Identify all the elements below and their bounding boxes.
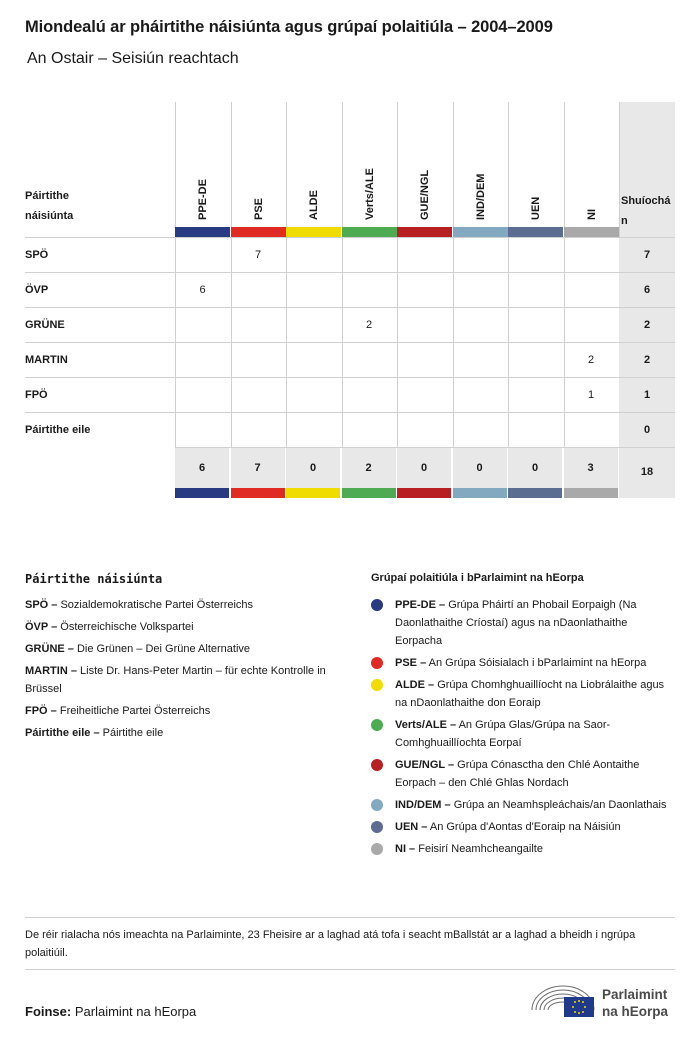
- column-divider: [453, 102, 454, 237]
- row-label: SPÖ: [25, 249, 49, 261]
- hemicycle-icon: [530, 980, 600, 1020]
- table-cell: 7: [254, 249, 262, 261]
- row-header: Páirtithe náisiúnta: [25, 190, 74, 222]
- legend-dot-icon: [371, 657, 383, 669]
- source-line: [25, 1004, 196, 1019]
- column-divider: [508, 308, 509, 343]
- legend-item: [371, 796, 676, 814]
- column-header: GUE/NGL: [419, 169, 431, 220]
- group-color-bar: [453, 488, 507, 498]
- column-divider: [286, 343, 287, 378]
- column-divider: [397, 308, 398, 343]
- legend-item: [25, 618, 335, 636]
- row-total: 0: [619, 413, 675, 448]
- column-divider: [508, 102, 509, 237]
- column-divider: [231, 413, 232, 448]
- group-color-bar: [175, 227, 230, 237]
- legend-item: [371, 756, 676, 792]
- table-row: [25, 412, 675, 448]
- legend-dot-icon: [371, 759, 383, 771]
- column-header: PPE-DE: [197, 179, 209, 220]
- legend-name: Sozialdemokratische Partei Österreichs: [60, 599, 254, 611]
- legend-item: [371, 676, 676, 712]
- legend-dot-icon: [371, 843, 383, 855]
- table-row: [25, 307, 675, 343]
- column-divider: [286, 413, 287, 448]
- table-cell: 2: [587, 354, 595, 366]
- row-total: 6: [619, 273, 675, 308]
- legend-code: Verts/ALE –: [395, 719, 457, 731]
- legend-code: MARTIN –: [25, 665, 77, 677]
- column-divider: [453, 378, 454, 413]
- row-label: GRÜNE: [25, 319, 65, 331]
- legend-code: ÖVP –: [25, 621, 58, 633]
- group-color-bar: [175, 488, 229, 498]
- column-divider: [342, 102, 343, 237]
- column-divider: [508, 238, 509, 273]
- column-divider: [564, 102, 565, 237]
- legend-dot-icon: [371, 799, 383, 811]
- legend-name: Grúpa Cónasctha den Chlé Aontaithe Eorpach – den Chlé Ghlas Nordach: [395, 759, 640, 789]
- column-divider: [342, 238, 343, 273]
- seats-header: Shuíochán: [621, 195, 671, 227]
- legend-item: [371, 716, 676, 752]
- column-header: ALDE: [308, 190, 320, 220]
- legend-code: SPÖ –: [25, 599, 58, 611]
- totals-row: [175, 447, 675, 498]
- legend-item: [371, 818, 676, 836]
- table-row: [25, 342, 675, 378]
- column-divider: [619, 102, 620, 237]
- column-divider: [342, 273, 343, 308]
- table-row: [25, 377, 675, 413]
- column-divider: [453, 343, 454, 378]
- legend-dot-icon: [371, 719, 383, 731]
- group-total: 0: [508, 448, 562, 488]
- group-total: 0: [397, 448, 451, 488]
- legend-dot-icon: [371, 821, 383, 833]
- legend-code: GUE/NGL –: [395, 759, 455, 771]
- column-divider: [397, 378, 398, 413]
- column-divider: [397, 343, 398, 378]
- legend-code: PSE –: [395, 657, 427, 669]
- group-color-bar: [397, 227, 452, 237]
- table-cell: 1: [587, 389, 595, 401]
- legend-item: [371, 596, 676, 650]
- legend-political-groups-title: Grúpaí polaitiúla i bParlaimint na hEorpa: [371, 572, 584, 584]
- legend-political-groups: [371, 572, 676, 862]
- group-color-bar: [397, 488, 451, 498]
- source-label: Foinse:: [25, 1004, 72, 1019]
- footnote: De réir rialacha nós imeachta na Parlaiminte, 23 Fheisire ar a laghad atá tofa i seacht mBallstát ar a laghad a bheidh i ngrúpa polaitiúil.: [25, 929, 636, 959]
- legend-item: [371, 654, 676, 672]
- legend-item: [371, 840, 676, 858]
- legend-name: Österreichische Volkspartei: [60, 621, 194, 633]
- column-divider: [397, 238, 398, 273]
- column-divider: [397, 413, 398, 448]
- legend-name: An Grúpa d'Aontas d'Eoraip na Náisiún: [429, 821, 621, 833]
- column-divider: [508, 378, 509, 413]
- legend-item: [25, 702, 335, 720]
- table-row: [25, 237, 675, 273]
- legend-code: Páirtithe eile –: [25, 727, 100, 739]
- legend-name: Páirtithe eile: [102, 727, 164, 739]
- grand-total: 18: [619, 448, 675, 498]
- legend-code: UEN –: [395, 821, 428, 833]
- row-total: 2: [619, 343, 675, 378]
- legend-name: Freiheitliche Partei Österreichs: [59, 705, 211, 717]
- legend-national-parties: [25, 572, 335, 746]
- group-color-bar: [564, 488, 618, 498]
- group-total: 3: [564, 448, 618, 488]
- column-divider: [342, 413, 343, 448]
- group-total: 2: [342, 448, 396, 488]
- legend-code: PPE-DE –: [395, 599, 446, 611]
- column-divider: [175, 308, 176, 343]
- column-divider: [453, 273, 454, 308]
- column-divider: [508, 343, 509, 378]
- column-divider: [231, 378, 232, 413]
- column-divider: [175, 102, 176, 237]
- ep-logo: [530, 980, 680, 1020]
- legend-code: FPÖ –: [25, 705, 57, 717]
- legend-item: [25, 662, 335, 698]
- legend-item: [25, 596, 335, 614]
- group-color-bar: [342, 227, 397, 237]
- column-divider: [453, 413, 454, 448]
- column-divider: [286, 273, 287, 308]
- group-color-bar: [508, 488, 562, 498]
- legend-name: Grúpa Pháirtí an Phobail Eorpaigh (Na Daonlathaithe Críostaí) agus na nDaonlathaithe Eorpacha: [395, 599, 637, 647]
- column-divider: [453, 308, 454, 343]
- source-text: Parlaimint na hEorpa: [74, 1004, 197, 1019]
- legend-code: ALDE –: [395, 679, 435, 691]
- table-cell: 6: [199, 284, 206, 296]
- divider: [25, 969, 675, 970]
- column-header: IND/DEM: [474, 173, 487, 220]
- row-total: 7: [619, 238, 675, 273]
- table-row: [25, 272, 675, 308]
- group-color-bar: [508, 227, 563, 237]
- logo-line1: Parlaimint: [602, 987, 668, 1002]
- group-color-bar: [342, 488, 396, 498]
- column-divider: [564, 413, 565, 448]
- group-total: 7: [231, 448, 285, 488]
- column-divider: [231, 343, 232, 378]
- group-color-bar: [231, 488, 285, 498]
- group-total: 0: [453, 448, 507, 488]
- legend-item: [25, 724, 335, 742]
- column-divider: [286, 102, 287, 237]
- seats-table: [25, 102, 675, 499]
- page-title: Miondealú ar pháirtithe náisiúnta agus grúpaí polaitiúla – 2004–2009: [25, 18, 553, 36]
- column-divider: [342, 378, 343, 413]
- legend-name: Grúpa an Neamhspleáchais/an Daonlathais: [453, 799, 667, 811]
- logo-line2: na hEorpa: [602, 1004, 669, 1019]
- column-divider: [231, 102, 232, 237]
- legend-item: [25, 640, 335, 658]
- legend-name: An Grúpa Glas/Grúpa na Saor-Comhghuaillíochta Eorpaí: [395, 719, 611, 749]
- column-divider: [231, 308, 232, 343]
- group-color-bar: [286, 227, 341, 237]
- group-total: 0: [286, 448, 340, 488]
- column-divider: [175, 343, 176, 378]
- row-label: FPÖ: [25, 389, 48, 401]
- column-divider: [397, 273, 398, 308]
- legend-code: NI –: [395, 843, 416, 855]
- legend-dot-icon: [371, 599, 383, 611]
- legend-dot-icon: [371, 679, 383, 691]
- logo-text: [602, 986, 668, 1020]
- column-divider: [508, 273, 509, 308]
- row-total: 2: [619, 308, 675, 343]
- group-total: 6: [175, 448, 229, 488]
- legend-name: Liste Dr. Hans-Peter Martin – für echte Kontrolle in Brüssel: [25, 665, 326, 695]
- group-color-bar: [453, 227, 508, 237]
- column-divider: [231, 273, 232, 308]
- column-divider: [286, 238, 287, 273]
- legend-name: Grúpa Chomhghuaillíocht na Liobrálaithe agus na nDaonlathaithe don Eoraip: [395, 679, 665, 709]
- row-label: Páirtithe eile: [25, 424, 91, 436]
- column-divider: [286, 308, 287, 343]
- table-cell: 2: [365, 319, 373, 331]
- divider: [25, 917, 675, 918]
- group-color-bar: [564, 227, 619, 237]
- column-divider: [175, 413, 176, 448]
- column-divider: [175, 238, 176, 273]
- column-divider: [175, 378, 176, 413]
- column-divider: [564, 238, 565, 273]
- group-color-bar: [286, 488, 340, 498]
- column-divider: [342, 343, 343, 378]
- column-header: Verts/ALE: [363, 168, 376, 220]
- column-divider: [564, 273, 565, 308]
- column-divider: [564, 308, 565, 343]
- column-divider: [286, 378, 287, 413]
- column-header: PSE: [252, 197, 265, 220]
- column-header: UEN: [530, 196, 542, 220]
- column-divider: [397, 102, 398, 237]
- row-total: 1: [619, 378, 675, 413]
- legend-name: Die Grünen – Dei Grüne Alternative: [76, 643, 251, 655]
- legend-national-parties-title: Páirtithe náisiúnta: [25, 572, 163, 586]
- page-subtitle: An Ostair – Seisiún reachtach: [27, 50, 239, 67]
- group-color-bar: [231, 227, 286, 237]
- legend-name: An Grúpa Sóisialach i bParlaimint na hEorpa: [428, 657, 647, 669]
- row-label: MARTIN: [25, 354, 68, 366]
- column-divider: [508, 413, 509, 448]
- column-divider: [453, 238, 454, 273]
- legend-code: IND/DEM –: [395, 799, 451, 811]
- legend-name: Feisirí Neamhcheangailte: [418, 843, 543, 855]
- column-header: NI: [585, 209, 598, 220]
- legend-code: GRÜNE –: [25, 643, 74, 655]
- row-label: ÖVP: [25, 284, 49, 296]
